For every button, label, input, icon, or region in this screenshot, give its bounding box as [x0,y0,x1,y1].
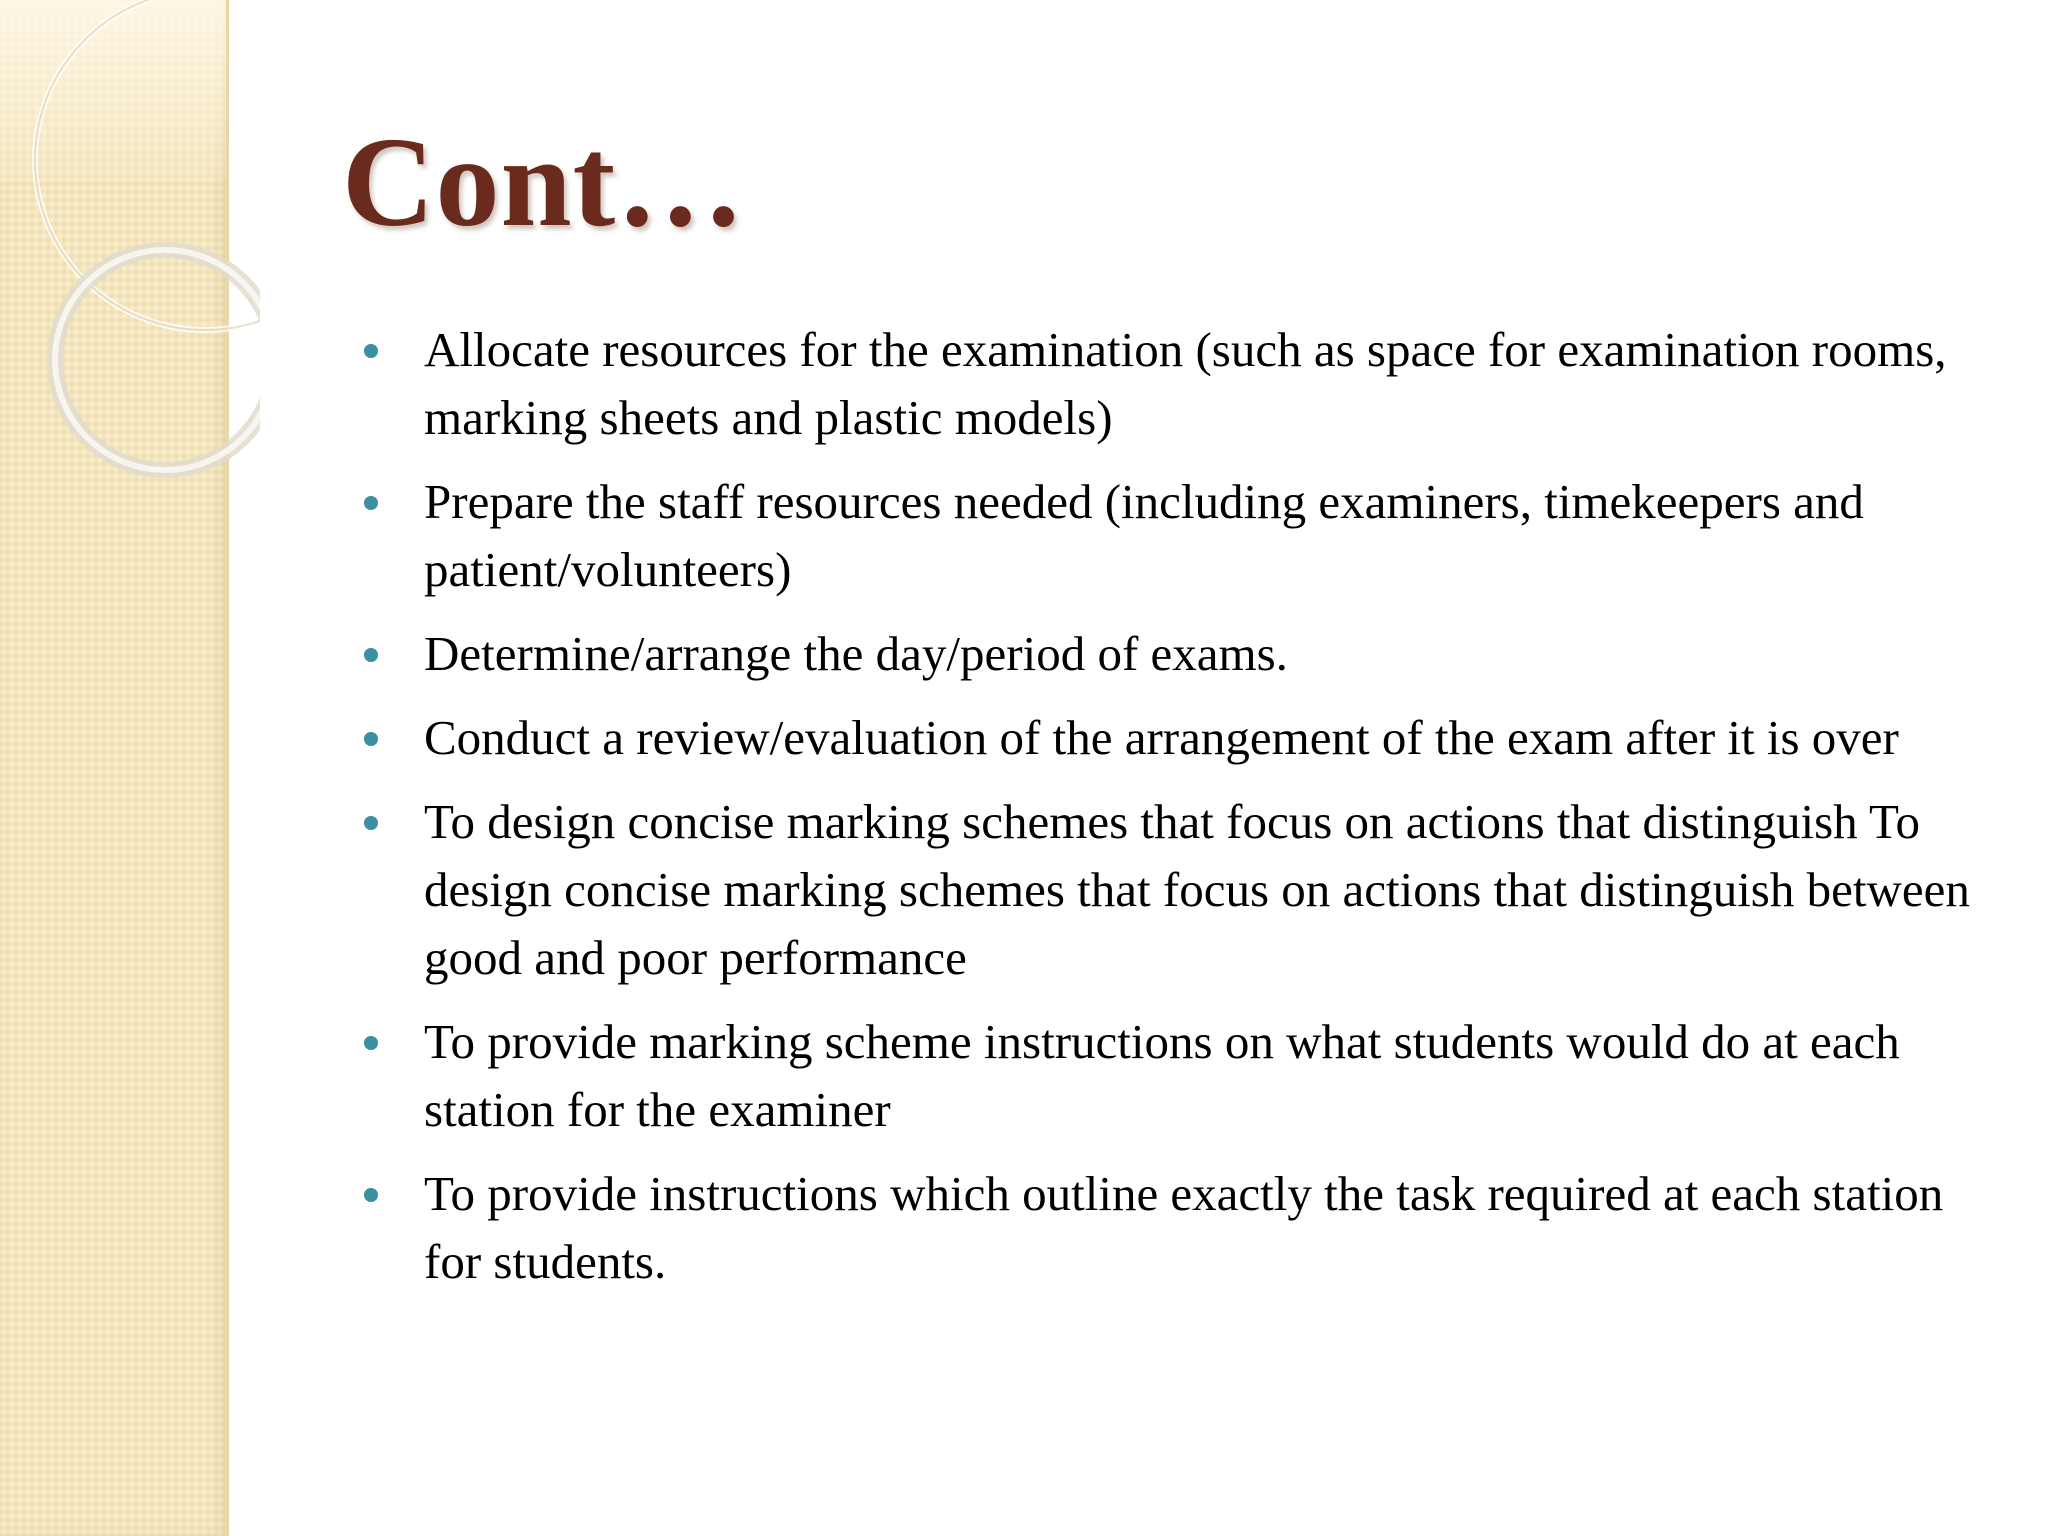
bullet-dot-icon [364,732,378,746]
bullet-item [342,1160,1982,1296]
bullet-text: To provide marking scheme instructions on what students would do at each station for the examiner [424,1014,1900,1137]
slide-title: Cont… [342,111,746,253]
bullet-item [342,704,1982,772]
bullet-text: To design concise marking schemes that focus on actions that distinguish To design concise marking schemes that focus on actions that distinguish between good and poor performance [424,794,1970,985]
bullet-text: To provide instructions which outline exactly the task required at each station for students. [424,1166,1944,1289]
bullet-text: Determine/arrange the day/period of exams. [424,626,1288,681]
bullet-dot-icon [364,648,378,662]
bullet-text: Conduct a review/evaluation of the arrangement of the exam after it is over [424,710,1899,765]
bullet-item [342,1008,1982,1144]
bullet-text: Allocate resources for the examination (such as space for examination rooms, marking sheets and plastic models) [424,322,1947,445]
small-ring-highlight [55,250,260,470]
bullet-item [342,620,1982,688]
bullet-dot-icon [364,1036,378,1050]
bullet-dot-icon [364,1188,378,1202]
slide-content [342,111,1982,1312]
bullet-dot-icon [364,816,378,830]
large-ring-edge [35,0,260,330]
bullet-list [342,316,1982,1296]
bullet-item [342,788,1982,992]
decorative-rings [0,0,260,520]
bullet-item [342,316,1982,452]
bullet-text: Prepare the staff resources needed (including examiners, timekeepers and patient/volunteers) [424,474,1864,597]
large-ring [35,0,260,330]
bullet-dot-icon [364,344,378,358]
bullet-item [342,468,1982,604]
bullet-dot-icon [364,496,378,510]
